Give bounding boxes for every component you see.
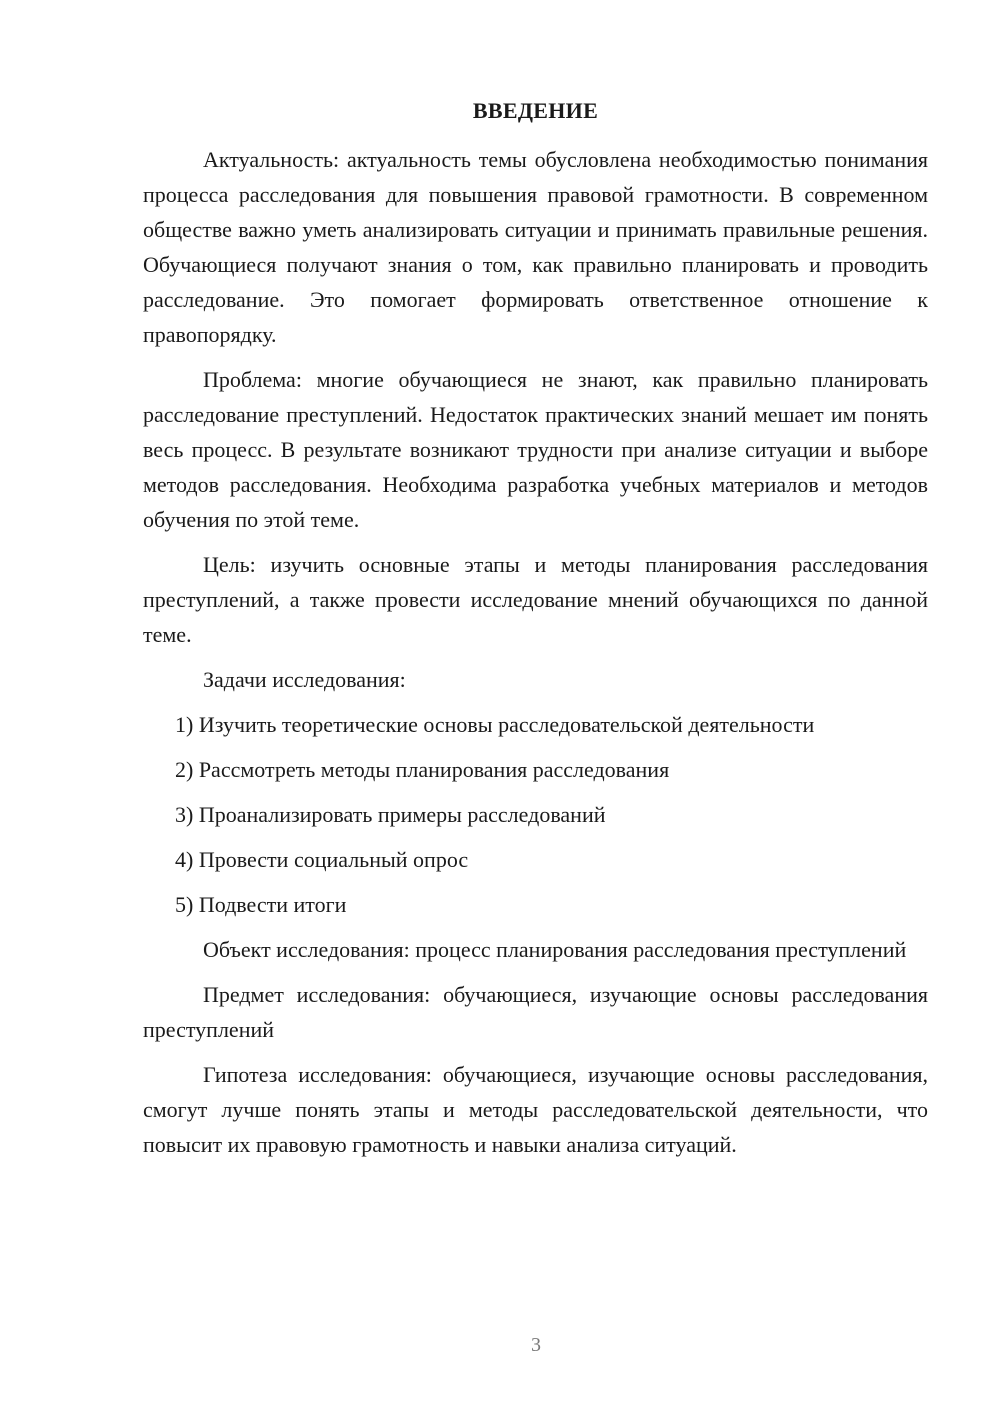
object-paragraph: Объект исследования: процесс планирования расследования преступлений [203, 937, 907, 962]
goal-paragraph: Цель: изучить основные этапы и методы планирования расследования преступлений, а также провести исследование мнений обучающихся по данной теме. [143, 552, 928, 647]
task-item-5: 5) Подвести итоги [175, 892, 347, 917]
problem-paragraph: Проблема: многие обучающиеся не знают, как правильно планировать расследование преступлений. Недостаток практических знаний мешает им понять весь процесс. В результате возникают трудности при анализе ситуации и выборе методов расследования. Необходима разработка учебных материалов и методов обучения по этой теме. [143, 367, 928, 532]
page-title: ВВЕДЕНИЕ [472, 98, 599, 123]
page-number: 3 [531, 1334, 541, 1356]
hypothesis-paragraph: Гипотеза исследования: обучающиеся, изучающие основы расследования, смогут лучше понять этапы и методы расследовательской деятельности, что повысит их правовую грамотность и навыки анализа ситуаций. [143, 1062, 928, 1157]
subject-paragraph: Предмет исследования: обучающиеся, изучающие основы расследования преступлений [143, 982, 928, 1042]
task-item-1: 1) Изучить теоретические основы расследовательской деятельности [175, 712, 815, 737]
tasks-label: Задачи исследования: [203, 667, 406, 692]
tasks-list [143, 707, 928, 922]
task-item-4: 4) Провести социальный опрос [175, 847, 469, 872]
task-item-2: 2) Рассмотреть методы планирования расследования [175, 757, 670, 782]
task-item-3: 3) Проанализировать примеры расследований [175, 802, 606, 827]
document-body [143, 142, 928, 1172]
relevance-paragraph: Актуальность: актуальность темы обусловлена необходимостью понимания процесса расследования для повышения правовой грамотности. В современном обществе важно уметь анализировать ситуации и принимать правильные решения. Обучающиеся получают знания о том, как правильно планировать и проводить расследование. Это помогает формировать ответственное отношение к правопорядку. [143, 147, 928, 347]
